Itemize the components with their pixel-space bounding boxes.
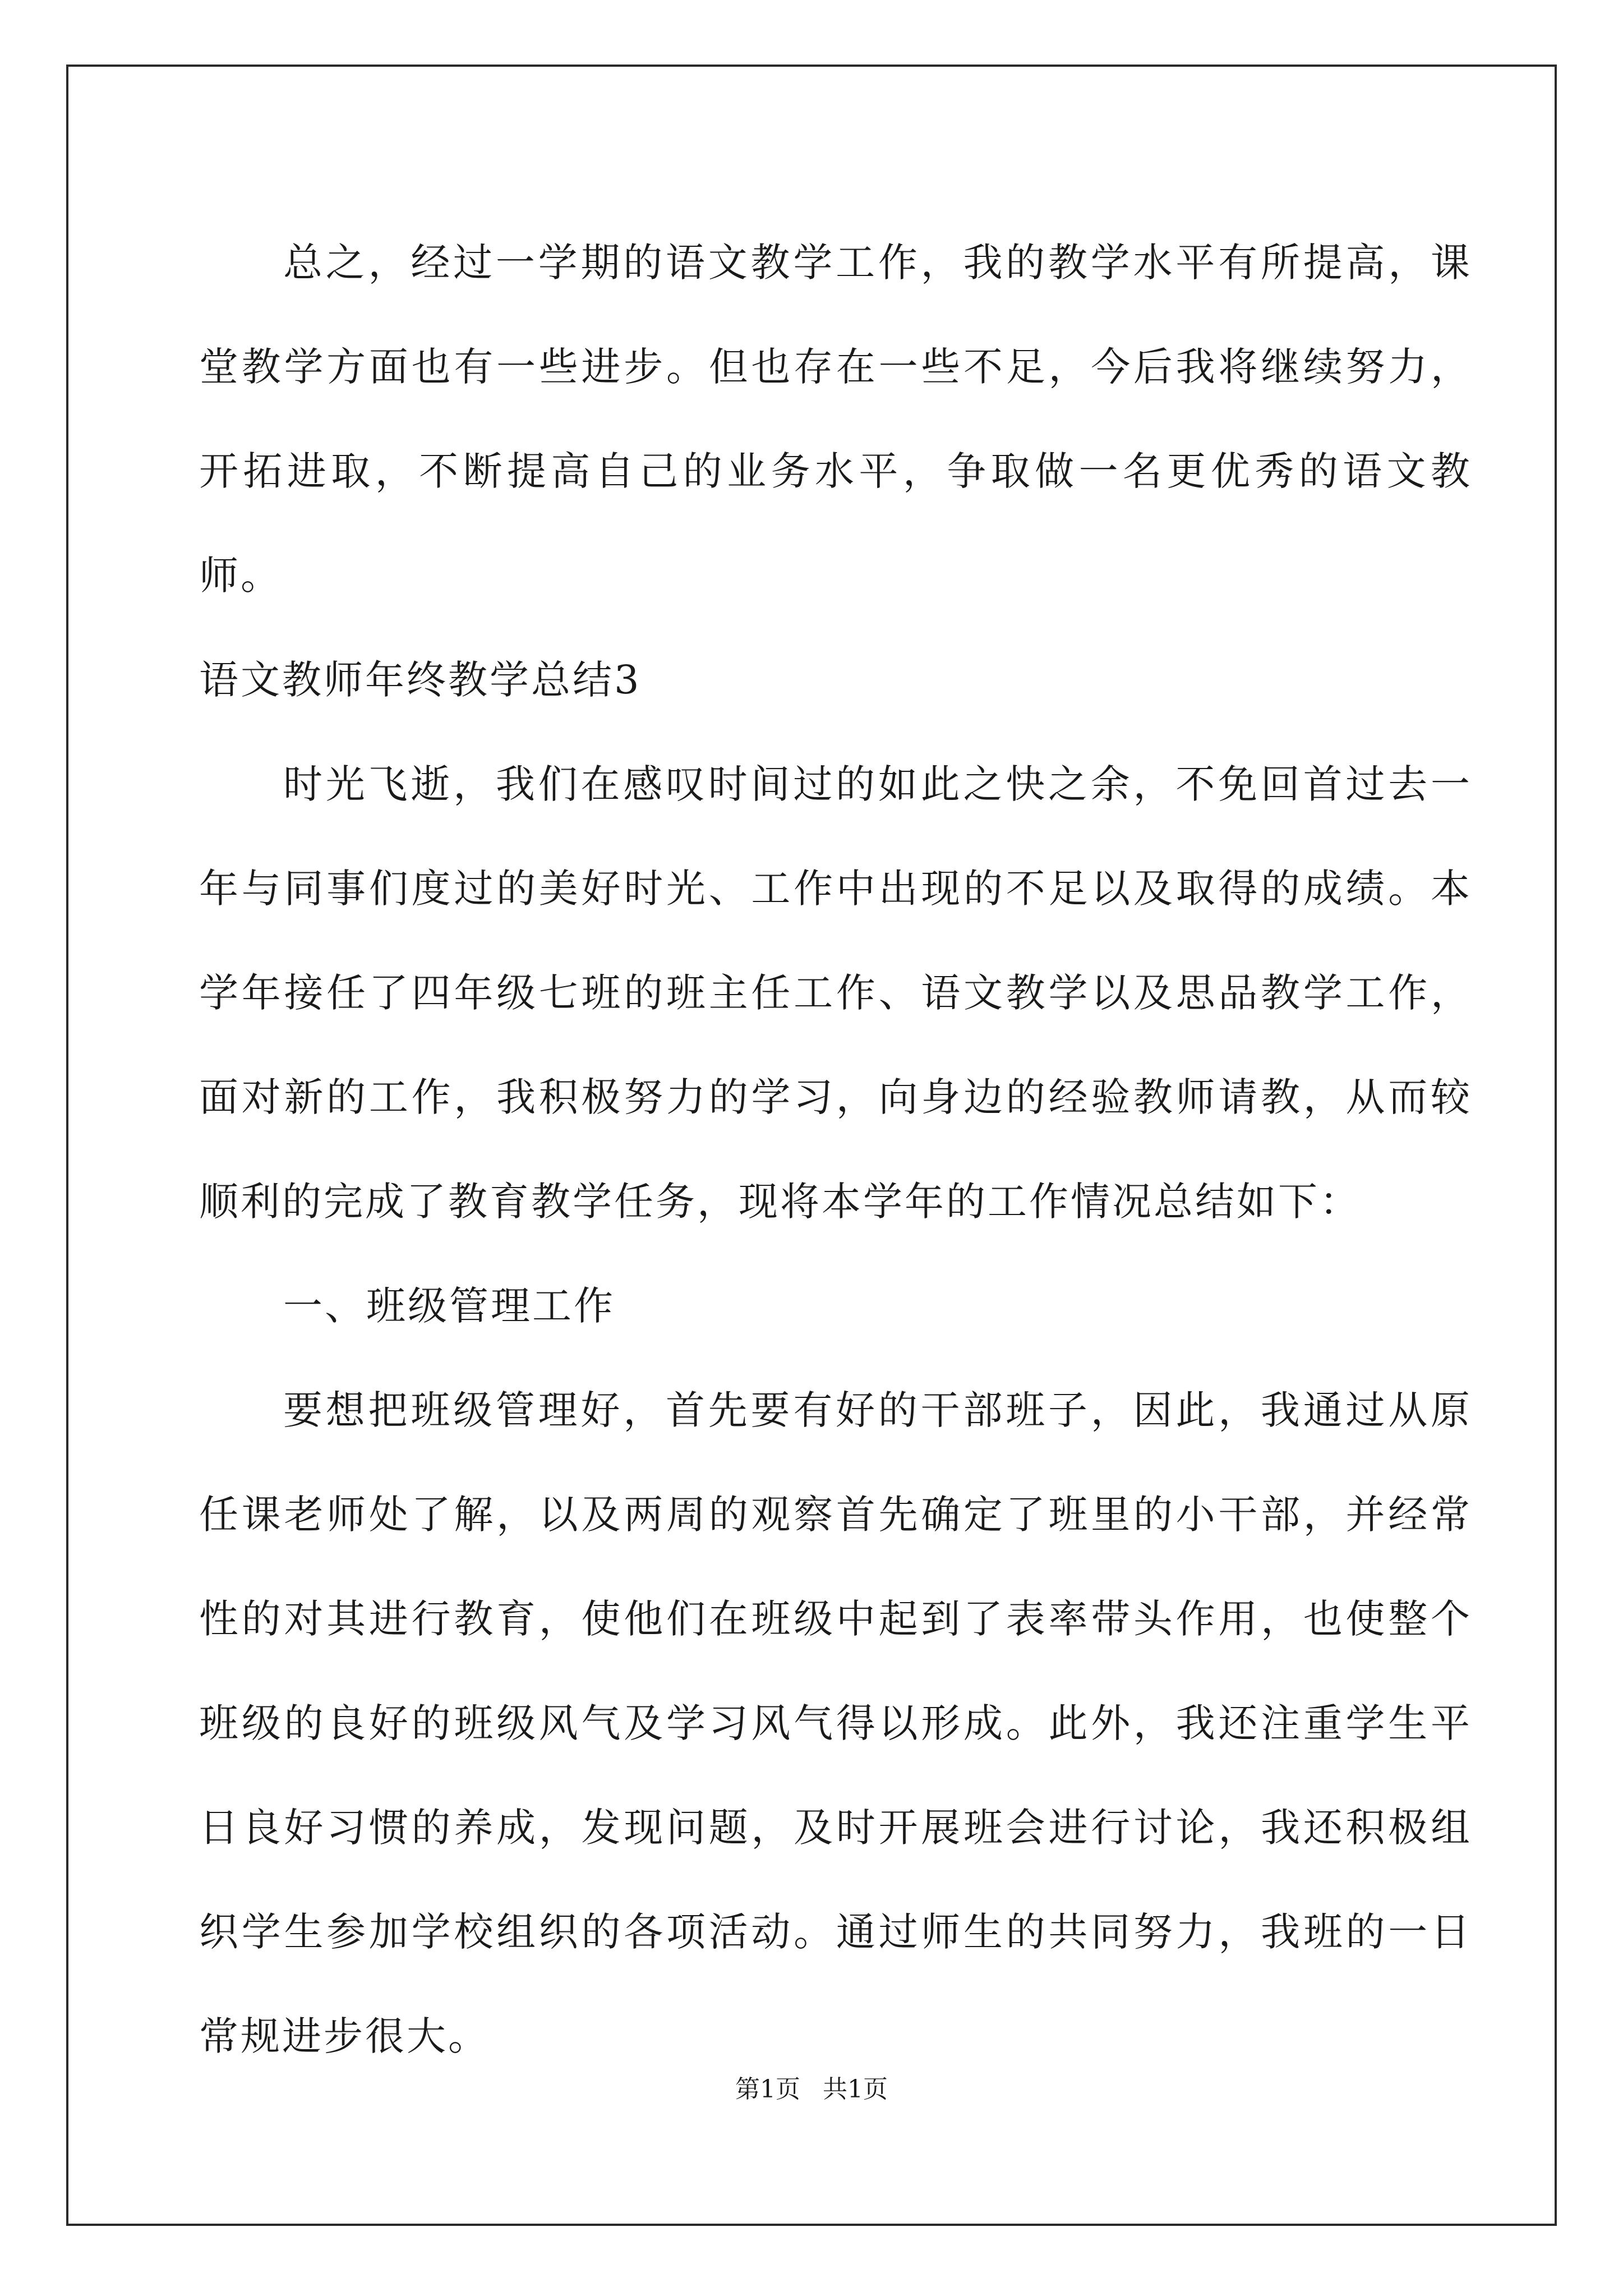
page-number: 第1页 (735, 2075, 800, 2104)
paragraph-conclusion: 总之，经过一学期的语文教学工作，我的教学水平有所提高，课堂教学方面也有一些进步。但也存在一些不足，今后我将继续努力，开拓进取，不断提高自己的业务水平，争取做一名更优秀的语文教师。 (199, 240, 1472, 599)
document-body (199, 210, 1472, 2088)
paragraph-class-management: 要想把班级管理好，首先要有好的干部班子，因此，我通过从原任课老师处了解，以及两周的观察首先确定了班里的小干部，并经常性的对其进行教育，使他们在班级中起到了表率带头作用，也使整个班级的良好的班级风气及学习风气得以形成。此外，我还注重学生平日良好习惯的养成，发现问题，及时开展班会进行讨论，我还积极组织学生参加学校组织的各项活动。通过师生的共同努力，我班的一日常规进步很大。 (199, 1387, 1472, 2059)
section-title: 语文教师年终教学总结3 (199, 657, 642, 703)
paragraph-intro: 时光飞逝，我们在感叹时间过的如此之快之余，不免回首过去一年与同事们度过的美好时光、工作中出现的不足以及取得的成绩。本学年接任了四年级七班的班主任工作、语文教学以及思品教学工作，面对新的工作，我积极努力的学习，向身边的经验教师请教，从而较顺利的完成了教育教学任务，现将本学年的工作情况总结如下： (199, 761, 1472, 1225)
page-footer (0, 2069, 1623, 2105)
subheading-class-management: 一、班级管理工作 (283, 1283, 615, 1329)
page-total: 共1页 (823, 2075, 888, 2104)
